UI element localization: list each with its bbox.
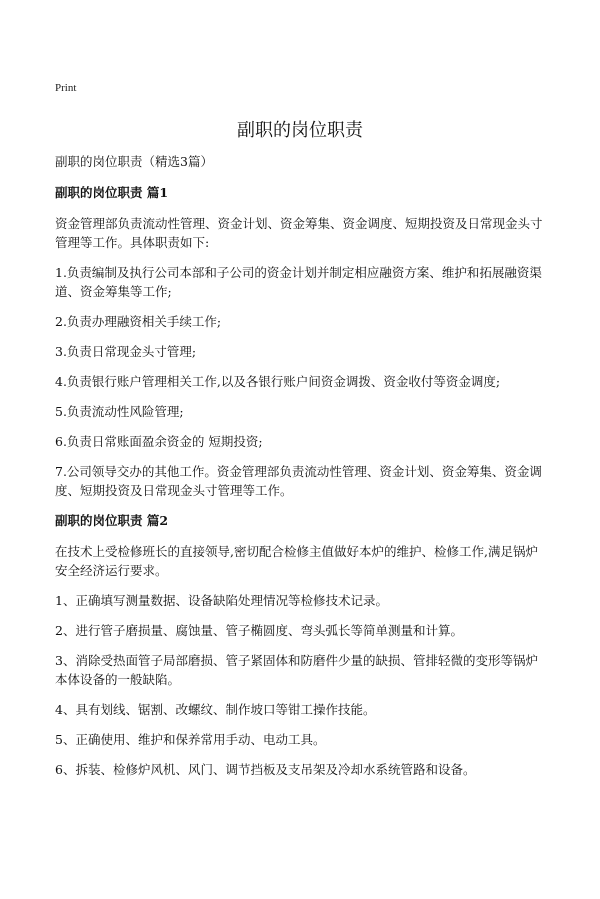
section2-paragraph: 4、具有划线、锯割、改螺纹、制作坡口等钳工操作技能。 [55,702,376,717]
section2-paragraph: 3、消除受热面管子局部磨损、管子紧固体和防磨件少量的缺损、管排轻微的变形等锅炉本体设备的一般缺陷。 [55,653,538,687]
section1-paragraph: 5.负责流动性风险管理; [55,404,184,419]
page-title: 副职的岗位职责 [237,120,363,141]
section2-paragraph: 1、正确填写测量数据、设备缺陷处理情况等检修技术记录。 [55,593,388,608]
section1-paragraph: 3.负责日常现金头寸管理; [55,344,197,359]
section-heading-1: 副职的岗位职责 篇1 [55,185,169,200]
section1-paragraph: 1.负责编制及执行公司本部和子公司的资金计划并制定相应融资方案、维护和拓展融资渠道、资金筹集等工作; [55,265,542,299]
section1-paragraph: 4.负责银行账户管理相关工作,以及各银行账户间资金调拨、资金收付等资金调度; [55,374,501,389]
section1-paragraph: 6.负责日常账面盈余资金的 短期投资; [55,434,263,449]
section2-paragraph: 2、进行管子磨损量、腐蚀量、管子椭圆度、弯头弧长等简单测量和计算。 [55,623,463,638]
section1-paragraph: 资金管理部负责流动性管理、资金计划、资金筹集、资金调度、短期投资及日常现金头寸管理等工作。具体职责如下: [55,216,543,250]
section2-paragraph: 6、拆装、检修炉风机、风门、调节挡板及支吊架及冷却水系统管路和设备。 [55,762,476,777]
section2-paragraph: 5、正确使用、维护和保养常用手动、电动工具。 [55,732,326,747]
print-label[interactable]: Print [55,82,77,94]
document-body [55,152,550,790]
section1-paragraph: 7.公司领导交办的其他工作。资金管理部负责流动性管理、资金计划、资金筹集、资金调度、短期投资及日常现金头寸管理等工作。 [55,464,542,498]
section2-paragraph: 在技术上受检修班长的直接领导,密切配合检修主值做好本炉的维护、检修工作,满足锅炉安全经济运行要求。 [55,544,538,578]
section-heading-2: 副职的岗位职责 篇2 [55,513,169,528]
section1-paragraph: 2.负责办理融资相关手续工作; [55,314,222,329]
document-subtitle: 副职的岗位职责（精选3篇） [55,154,213,169]
